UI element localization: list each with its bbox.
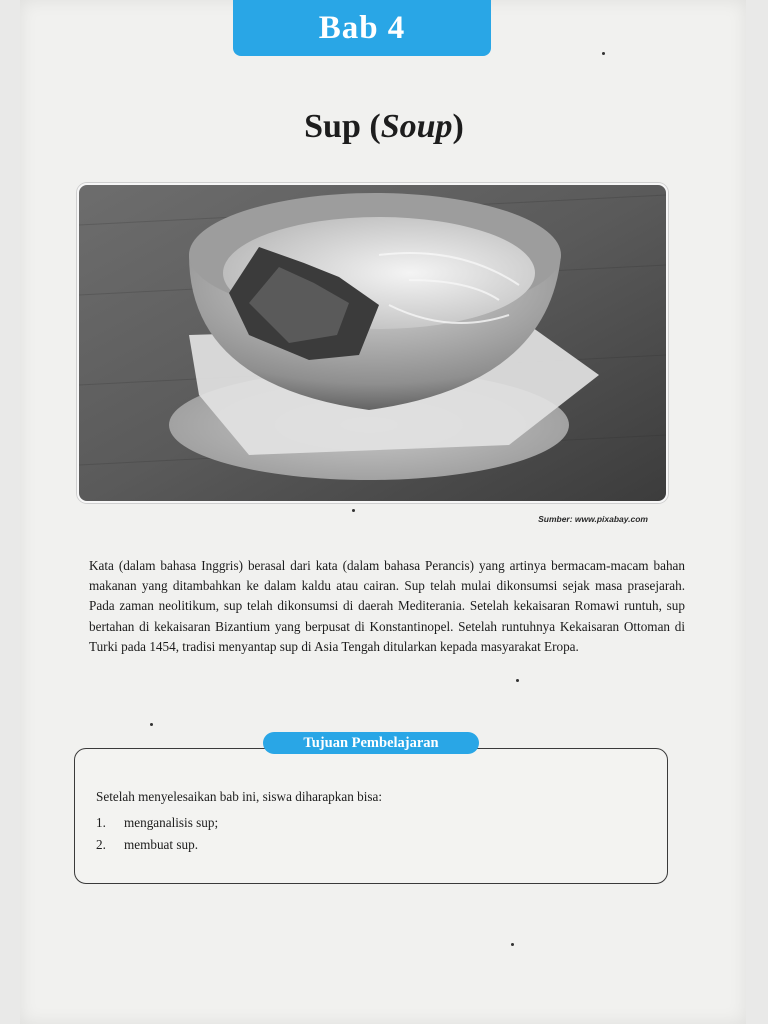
- objectives-label: [263, 732, 479, 754]
- photo-source: Sumber: www.pixabay.com: [538, 514, 648, 524]
- soup-photo: [77, 183, 668, 503]
- soup-photo-illustration: [79, 185, 666, 501]
- list-item-number: 1.: [96, 815, 106, 830]
- print-speck: [511, 943, 514, 946]
- intro-paragraph: Kata (dalam bahasa Inggris) berasal dari kata (dalam bahasa Perancis) yang artinya bermacam-macam bahan makanan yang ditambahkan ke dalam kaldu atau cairan. Sup telah mulai dikonsumsi sejak masa prasejarah. Pada zaman neolitikum, sup telah dikonsumsi di daerah Mediterania. Setelah kekaisaran Romawi runtuh, sup bertahan di kekaisaran Bizantium yang berpusat di Konstantinopel. Setelah runtuhnya Kekaisaran Ottoman di Turki pada 1454, tradisi menyantap sup di Asia Tengah ditularkan kepada masyarakat Eropa.: [89, 558, 685, 654]
- list-item: [96, 837, 218, 859]
- objectives-intro: Setelah menyelesaikan bab ini, siswa diharapkan bisa:: [96, 789, 383, 804]
- print-speck: [602, 52, 605, 55]
- chapter-label: Bab 4: [318, 9, 406, 46]
- list-item-text: membuat sup.: [124, 837, 198, 852]
- list-item-number: 2.: [96, 837, 106, 852]
- print-speck: [516, 679, 519, 682]
- objectives-label-text: Tujuan Pembelajaran: [303, 734, 439, 751]
- objectives-list: [96, 815, 218, 859]
- print-speck: [150, 723, 153, 726]
- list-item-text: menganalisis sup;: [124, 815, 219, 830]
- title-english: Soup: [380, 108, 453, 145]
- print-speck: [352, 509, 355, 512]
- chapter-title: [0, 108, 768, 146]
- list-item: [96, 815, 218, 837]
- title-main: Sup (: [304, 108, 381, 145]
- title-close: ): [452, 108, 464, 145]
- chapter-tab: [233, 0, 491, 56]
